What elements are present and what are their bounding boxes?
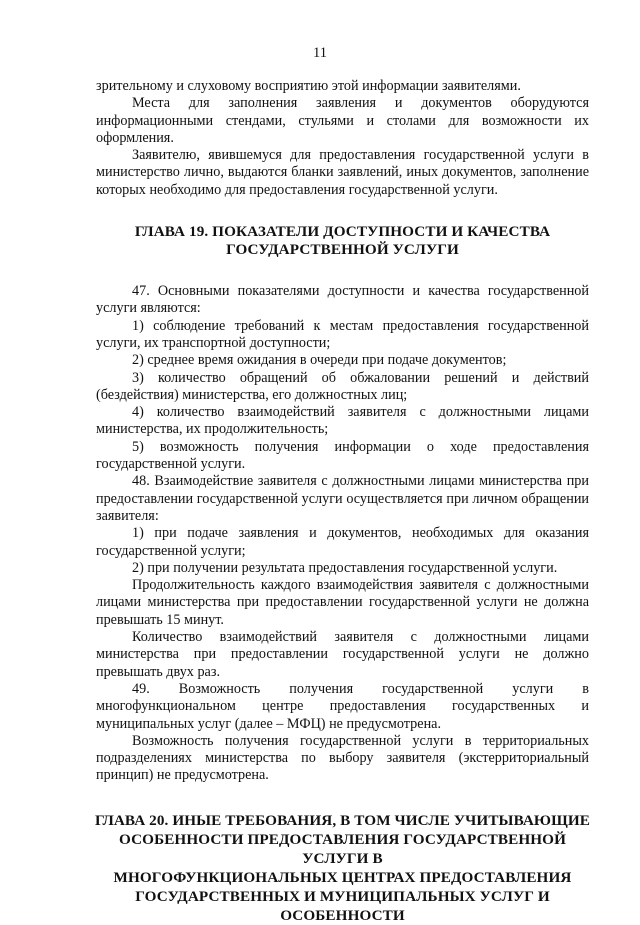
list-item: 1) при подаче заявления и документов, необходимых для оказания государственной услуги; — [96, 525, 589, 559]
heading-line: ОСОБЕННОСТИ ПРЕДОСТАВЛЕНИЯ ГОСУДАРСТВЕННОЙ УСЛУГИ В — [118, 830, 566, 867]
paragraph: 48. Взаимодействие заявителя с должностными лицами министерства при предоставлении государственной услуги осуществляется при личном обращении заявителя: — [96, 473, 589, 524]
list-item: 3) количество обращений об обжаловании решений и действий (бездействия) министерства, его должностных лиц; — [96, 369, 589, 403]
heading-line: ГОСУДАРСТВЕННЫХ И МУНИЦИПАЛЬНЫХ УСЛУГ И ОСОБЕННОСТИ — [135, 887, 550, 924]
paragraph: зрительному и слуховому восприятию этой информации заявителями. — [96, 78, 521, 94]
chapter-19-heading — [96, 223, 589, 259]
paragraph: Продолжительность каждого взаимодействия заявителя с должностными лицами министерства при предоставлении государственной услуги не должна превышать 15 минут. — [96, 577, 589, 628]
list-item: 2) среднее время ожидания в очереди при подаче документов; — [132, 352, 507, 369]
paragraph: 49. Возможность получения государственной услуги в многофункциональном центре предоставления государственных и муниципальных услуг (далее – МФЦ) не предусмотрена. — [96, 680, 589, 732]
list-item: 4) количество взаимодействий заявителя с должностными лицами министерства, их продолжительность; — [96, 404, 589, 438]
heading-line: ГЛАВА 20. ИНЫЕ ТРЕБОВАНИЯ, В ТОМ ЧИСЛЕ УЧИТЫВАЮЩИЕ — [94, 811, 591, 829]
heading-line: МНОГОФУНКЦИОНАЛЬНЫХ ЦЕНТРАХ ПРЕДОСТАВЛЕНИЯ — [113, 868, 572, 886]
chapter-20-heading — [90, 811, 595, 925]
paragraph: 47. Основными показателями доступности и качества государственной услуги являются: — [96, 283, 589, 317]
page-number: 11 — [313, 45, 327, 61]
paragraph: Возможность получения государственной услуги в территориальных подразделениях министерства по выбору заявителя (экстерриториальный принцип) не предусмотрена. — [96, 732, 589, 784]
list-item: 1) соблюдение требований к местам предоставления государственной услуги, их транспортной доступности; — [96, 317, 589, 351]
paragraph: Места для заполнения заявления и документов оборудуются информационными стендами, стульями и столами для возможности их оформления. — [96, 95, 589, 146]
heading-line: ГЛАВА 19. ПОКАЗАТЕЛИ ДОСТУПНОСТИ И КАЧЕСТВА — [134, 223, 551, 241]
paragraph: Заявителю, явившемуся для предоставления государственной услуги в министерство лично, выдаются бланки заявлений, иных документов, заполнение которых необходимо для предоставления государственной услуги. — [96, 147, 589, 198]
list-item: 2) при получении результата предоставления государственной услуги. — [132, 559, 558, 576]
heading-line: ГОСУДАРСТВЕННОЙ УСЛУГИ — [226, 241, 459, 259]
paragraph: Количество взаимодействий заявителя с должностными лицами министерства при предоставлении государственной услуги не должно превышать двух раз. — [96, 629, 589, 680]
document-body — [96, 78, 589, 925]
list-item: 5) возможность получения информации о ходе предоставления государственной услуги. — [96, 438, 589, 473]
